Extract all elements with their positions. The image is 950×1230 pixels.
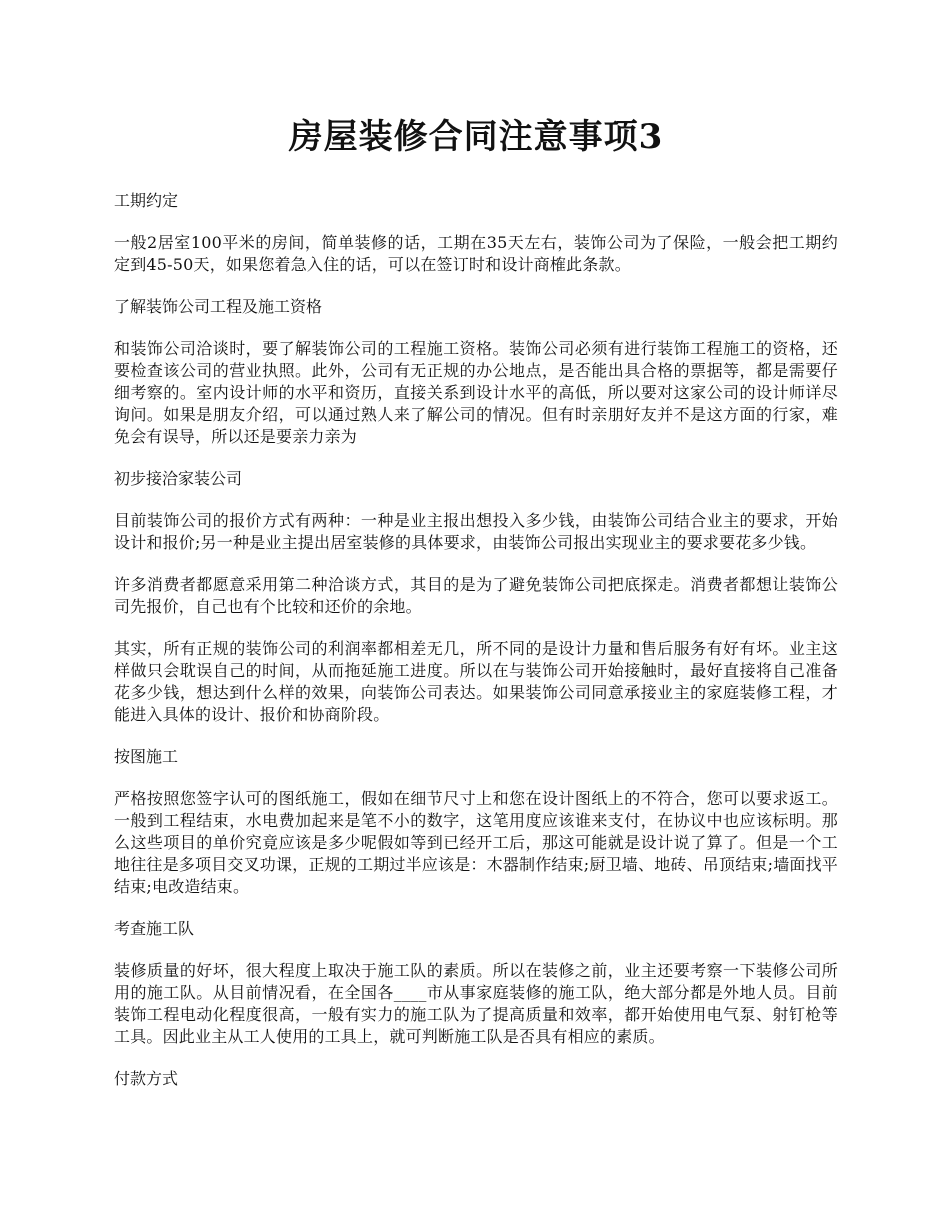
section-inspect-crew bbox=[114, 918, 838, 1048]
section-heading: 按图施工 bbox=[114, 747, 179, 766]
section-schedule bbox=[114, 190, 838, 276]
document-title: 房屋装修合同注意事项3 bbox=[288, 117, 664, 157]
paragraph: 严格按照您签字认可的图纸施工，假如在细节尺寸上和您在设计图纸上的不符合，您可以要求返工。一般到工程结束，水电费加起来是笔不小的数字，这笔用度应该谁来支付，在协议中也应该标明。那么这些项目的单价究竟应该是多少呢假如等到已经开工后，那这可能就是设计说了算了。但是一个工地往往是多项目交叉功课，正规的工期过半应该是：木器制作结束;厨卫墙、地砖、吊顶结束;墙面找平结束;电改造结束。 bbox=[114, 789, 838, 896]
paragraph: 其实，所有正规的装饰公司的利润率都相差无几，所不同的是设计力量和售后服务有好有坏。业主这样做只会耽误自己的时间，从而拖延施工进度。所以在与装饰公司开始接触时，最好直接将自己准备花多少钱，想达到什么样的效果，向装饰公司表达。如果装饰公司同意承接业主的家庭装修工程，才能进入具体的设计、报价和协商阶段。 bbox=[114, 639, 838, 724]
paragraph: 许多消费者都愿意采用第二种洽谈方式，其目的是为了避免装饰公司把底探走。消费者都想让装饰公司先报价，自己也有个比较和还价的余地。 bbox=[114, 575, 838, 616]
section-heading: 初步接洽家装公司 bbox=[114, 469, 243, 488]
paragraph: 装修质量的好坏，很大程度上取决于施工队的素质。所以在装修之前，业主还要考察一下装修公司所用的施工队。从目前情况看，在全国各____市从事家庭装修的施工队，绝大部分都是外地人员。目前装饰工程电动化程度很高，一般有实力的施工队为了提高质量和效率，都开始使用电气泵、射钉枪等工具。因此业主从工人使用的工具上，就可判断施工队是否具有相应的素质。 bbox=[114, 961, 838, 1046]
section-construction-by-drawing bbox=[114, 746, 838, 898]
paragraph: 一般2居室100平米的房间，简单装修的话，工期在35天左右，装饰公司为了保险，一般会把工期约定到45-50天，如果您着急入住的话，可以在签订时和设计商榷此条款。 bbox=[114, 233, 838, 274]
paragraph: 和装饰公司洽谈时，要了解装饰公司的工程施工资格。装饰公司必须有进行装饰工程施工的资格，还要检查该公司的营业执照。此外，公司有无正规的办公地点，是否能出具合格的票据等，都是需要仔细考察的。室内设计师的水平和资历，直接关系到设计水平的高低，所以要对这家公司的设计师详尽询问。如果是朋友介绍，可以通过熟人来了解公司的情况。但有时亲朋好友并不是这方面的行家，难免会有误导，所以还是要亲力亲为 bbox=[114, 339, 838, 446]
section-heading: 了解装饰公司工程及施工资格 bbox=[114, 297, 323, 316]
section-initial-contact bbox=[114, 468, 838, 726]
section-company-qualification bbox=[114, 296, 838, 448]
section-heading: 考查施工队 bbox=[114, 919, 195, 938]
section-heading: 工期约定 bbox=[114, 191, 179, 210]
section-payment bbox=[114, 1068, 838, 1090]
section-heading: 付款方式 bbox=[114, 1069, 179, 1088]
paragraph: 目前装饰公司的报价方式有两种：一种是业主报出想投入多少钱，由装饰公司结合业主的要求，开始设计和报价;另一种是业主提出居室装修的具体要求，由装饰公司报出实现业主的要求要花多少钱。 bbox=[114, 511, 838, 552]
